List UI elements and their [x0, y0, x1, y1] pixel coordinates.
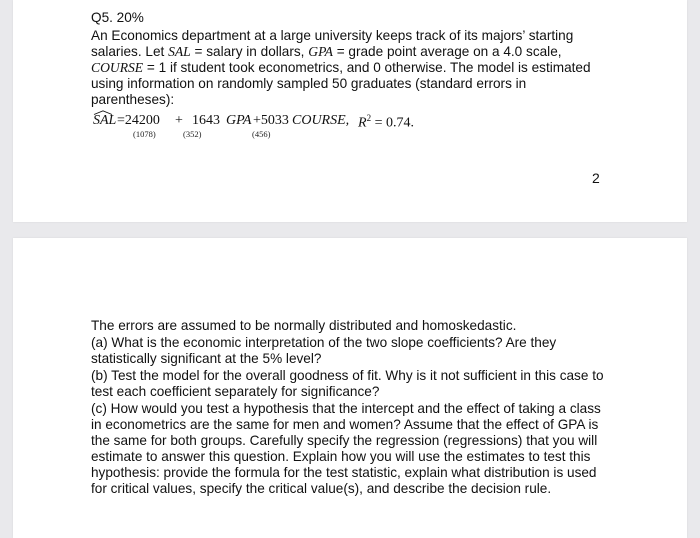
intro-line — [91, 28, 573, 44]
equation-gpa-var: GPA — [226, 113, 252, 128]
var-sal: SAL — [168, 44, 191, 59]
equation-course-var: COURSE, — [292, 113, 350, 128]
r2-value: = 0.74. — [374, 115, 414, 131]
document-page-2 — [13, 238, 687, 538]
equation-r-squared — [358, 113, 414, 132]
intro-line — [91, 92, 174, 108]
var-course: COURSE — [91, 60, 144, 75]
question-title: Q5. 20% — [91, 10, 144, 25]
paragraph-line: test each coefficient separately for significance? — [91, 384, 380, 399]
paragraph-line: The errors are assumed to be normally distributed and homoskedastic. — [91, 318, 517, 333]
se-gpa: (352) — [183, 129, 202, 139]
intro-text: using information on randomly sampled 50 graduates (standard errors in — [91, 76, 527, 91]
equation-plus: + — [175, 113, 183, 128]
paragraph-line: in econometrics are the same for men and women? Assume that the effect of GPA is — [91, 417, 599, 432]
paragraph-line: the same for both groups. Carefully specify the regression (regressions) that you will — [91, 433, 598, 448]
equation-lhs: SAL — [93, 113, 117, 128]
intro-line — [91, 60, 591, 76]
equation-gpa-coef: 1643 — [192, 113, 220, 128]
paragraph-line: statistically significant at the 5% level? — [91, 351, 322, 366]
r2-superscript: 2 — [366, 113, 372, 123]
paragraph-line: (b) Test the model for the overall goodness of fit. Why is it not sufficient in this case to — [91, 368, 604, 383]
r2-label: R — [358, 115, 367, 131]
intro-text: parentheses): — [91, 92, 175, 107]
intro-text: = salary in dollars, — [190, 44, 309, 59]
var-gpa: GPA — [308, 44, 333, 59]
equation-course-coef: +5033 — [253, 113, 289, 128]
equation-intercept: =24200 — [117, 113, 160, 128]
paragraph-line: for critical values, specify the critical value(s), and describe the decision rule. — [91, 481, 552, 496]
intro-text: = grade point average on a 4.0 scale, — [332, 44, 562, 59]
intro-text: An Economics department at a large university keeps track of its majors’ starting — [91, 28, 574, 43]
intro-text: salaries. Let — [91, 44, 169, 59]
se-course: (456) — [252, 129, 271, 139]
intro-line — [91, 44, 562, 60]
intro-text: = 1 if student took econometrics, and 0 otherwise. The model is estimated — [143, 60, 591, 75]
page-number: 2 — [592, 170, 600, 186]
se-intercept: (1078) — [133, 129, 156, 139]
paragraph-line: hypothesis: provide the formula for the test statistic, explain what distribution is used — [91, 465, 597, 480]
document-page-1 — [13, 0, 687, 222]
paragraph-line: estimate to answer this question. Explain how you will use the estimates to test this — [91, 449, 591, 464]
paragraph-line: (a) What is the economic interpretation of the two slope coefficients? Are they — [91, 335, 557, 350]
intro-line — [91, 76, 526, 92]
paragraph-line: (c) How would you test a hypothesis that the intercept and the effect of taking a class — [91, 401, 601, 416]
